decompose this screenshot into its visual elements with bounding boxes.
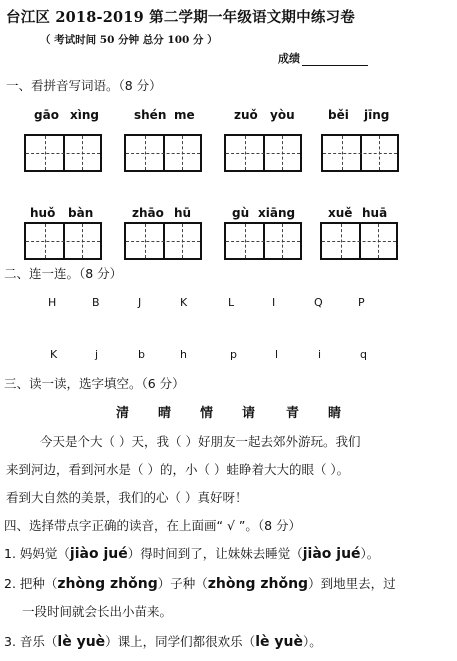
lowercase-letter[interactable]: l: [275, 348, 279, 361]
option-char: 青: [286, 406, 300, 421]
uppercase-letter[interactable]: B: [92, 296, 100, 309]
question-2-continued: 一段时间就会长出小苗来。: [22, 604, 173, 619]
pinyin: gāo: [34, 108, 59, 122]
pinyin: hū: [174, 206, 192, 220]
q1-text-e: ）。: [360, 546, 380, 561]
pinyin: shén: [134, 108, 167, 122]
writing-grid[interactable]: [24, 134, 102, 172]
pinyin: xiāng: [258, 206, 296, 220]
lowercase-letter[interactable]: K: [50, 348, 58, 361]
pinyin: jīng: [364, 108, 390, 122]
q1-pinyin-options-a[interactable]: jiào jué: [69, 546, 128, 562]
q3-text-a: 3. 音乐（: [4, 634, 58, 649]
writing-grid[interactable]: [224, 222, 302, 260]
writing-grid[interactable]: [124, 134, 202, 172]
option-char: 清: [116, 406, 130, 421]
uppercase-letter[interactable]: I: [272, 296, 276, 309]
score-blank[interactable]: [302, 54, 368, 66]
option-char: 请: [242, 406, 256, 421]
q2-text-c: ）子种（: [157, 576, 208, 591]
pinyin: gù: [232, 206, 250, 220]
lowercase-letter[interactable]: b: [138, 348, 145, 361]
q1-pinyin-options-b[interactable]: jiào jué: [302, 546, 361, 562]
q1-text-a: 1. 妈妈觉（: [4, 546, 70, 561]
pinyin: huǒ: [30, 206, 56, 220]
pinyin: běi: [328, 108, 349, 122]
pinyin: zuǒ: [234, 108, 258, 122]
writing-grid[interactable]: [320, 222, 398, 260]
lowercase-letter[interactable]: i: [318, 348, 322, 361]
option-char: 睛: [328, 406, 342, 421]
pinyin: xìng: [70, 108, 99, 122]
pinyin: xuě: [328, 206, 353, 220]
exam-subtitle: （ 考试时间 50 分钟 总分 100 分 ）: [40, 34, 218, 46]
writing-grid[interactable]: [24, 222, 102, 260]
uppercase-letter[interactable]: K: [180, 296, 188, 309]
q3-pinyin-options-b[interactable]: lè yuè: [255, 634, 303, 650]
score-label: 成绩: [278, 52, 300, 65]
lowercase-letter[interactable]: j: [95, 348, 99, 361]
section1-heading: 一、看拼音写词语。（8 分）: [6, 78, 162, 93]
q2-pinyin-options-a[interactable]: zhòng zhǒng: [57, 576, 158, 592]
uppercase-letter[interactable]: L: [228, 296, 235, 309]
question-2: [4, 574, 396, 592]
pinyin: yòu: [270, 108, 295, 122]
pinyin: me: [174, 108, 195, 122]
question-1: [4, 544, 379, 562]
passage-line: 来到河边，看到河水是（ ）的，小（ ）蛙睁着大大的眼（ ）。: [6, 462, 350, 477]
section3-heading: 三、读一读，选字填空。（6 分）: [4, 376, 185, 391]
question-3: [4, 632, 322, 650]
writing-grid[interactable]: [124, 222, 202, 260]
pinyin: bàn: [68, 206, 94, 220]
section2-heading: 二、连一连。（8 分）: [4, 266, 123, 281]
q3-text-e: ）。: [302, 634, 322, 649]
uppercase-letter[interactable]: Q: [314, 296, 323, 309]
uppercase-letter[interactable]: P: [358, 296, 365, 309]
pinyin: huā: [362, 206, 388, 220]
lowercase-letter[interactable]: q: [360, 348, 367, 361]
writing-grid[interactable]: [321, 134, 399, 172]
lowercase-letter[interactable]: p: [230, 348, 237, 361]
q2-text-e: ）到地里去，过: [308, 576, 396, 591]
passage-line: 看到大自然的美景，我们的心（ ）真好呀！: [6, 490, 248, 505]
section4-heading: 四、选择带点字正确的读音，在上面画“ √ ”。（8 分）: [4, 518, 302, 533]
option-char: 情: [200, 406, 214, 421]
passage-line: 今天是个大（ ）天，我（ ）好朋友一起去郊外游玩。我们: [40, 434, 361, 449]
pinyin: zhāo: [132, 206, 164, 220]
q2-pinyin-options-b[interactable]: zhòng zhǒng: [207, 576, 309, 592]
score-field: [278, 50, 368, 66]
q1-text-c: ）得时间到了，让妹妹去睡觉（: [127, 546, 303, 561]
writing-grid[interactable]: [224, 134, 302, 172]
q2-text-a: 2. 把种（: [4, 576, 58, 591]
lowercase-letter[interactable]: h: [180, 348, 187, 361]
uppercase-letter[interactable]: H: [48, 296, 57, 309]
q3-text-c: ）课上，同学们都很欢乐（: [105, 634, 256, 649]
option-char: 晴: [158, 406, 172, 421]
exam-title: 台江区 2018-2019 第二学期一年级语文期中练习卷: [6, 9, 355, 26]
uppercase-letter[interactable]: J: [138, 296, 142, 309]
q3-pinyin-options-a[interactable]: lè yuè: [57, 634, 106, 650]
